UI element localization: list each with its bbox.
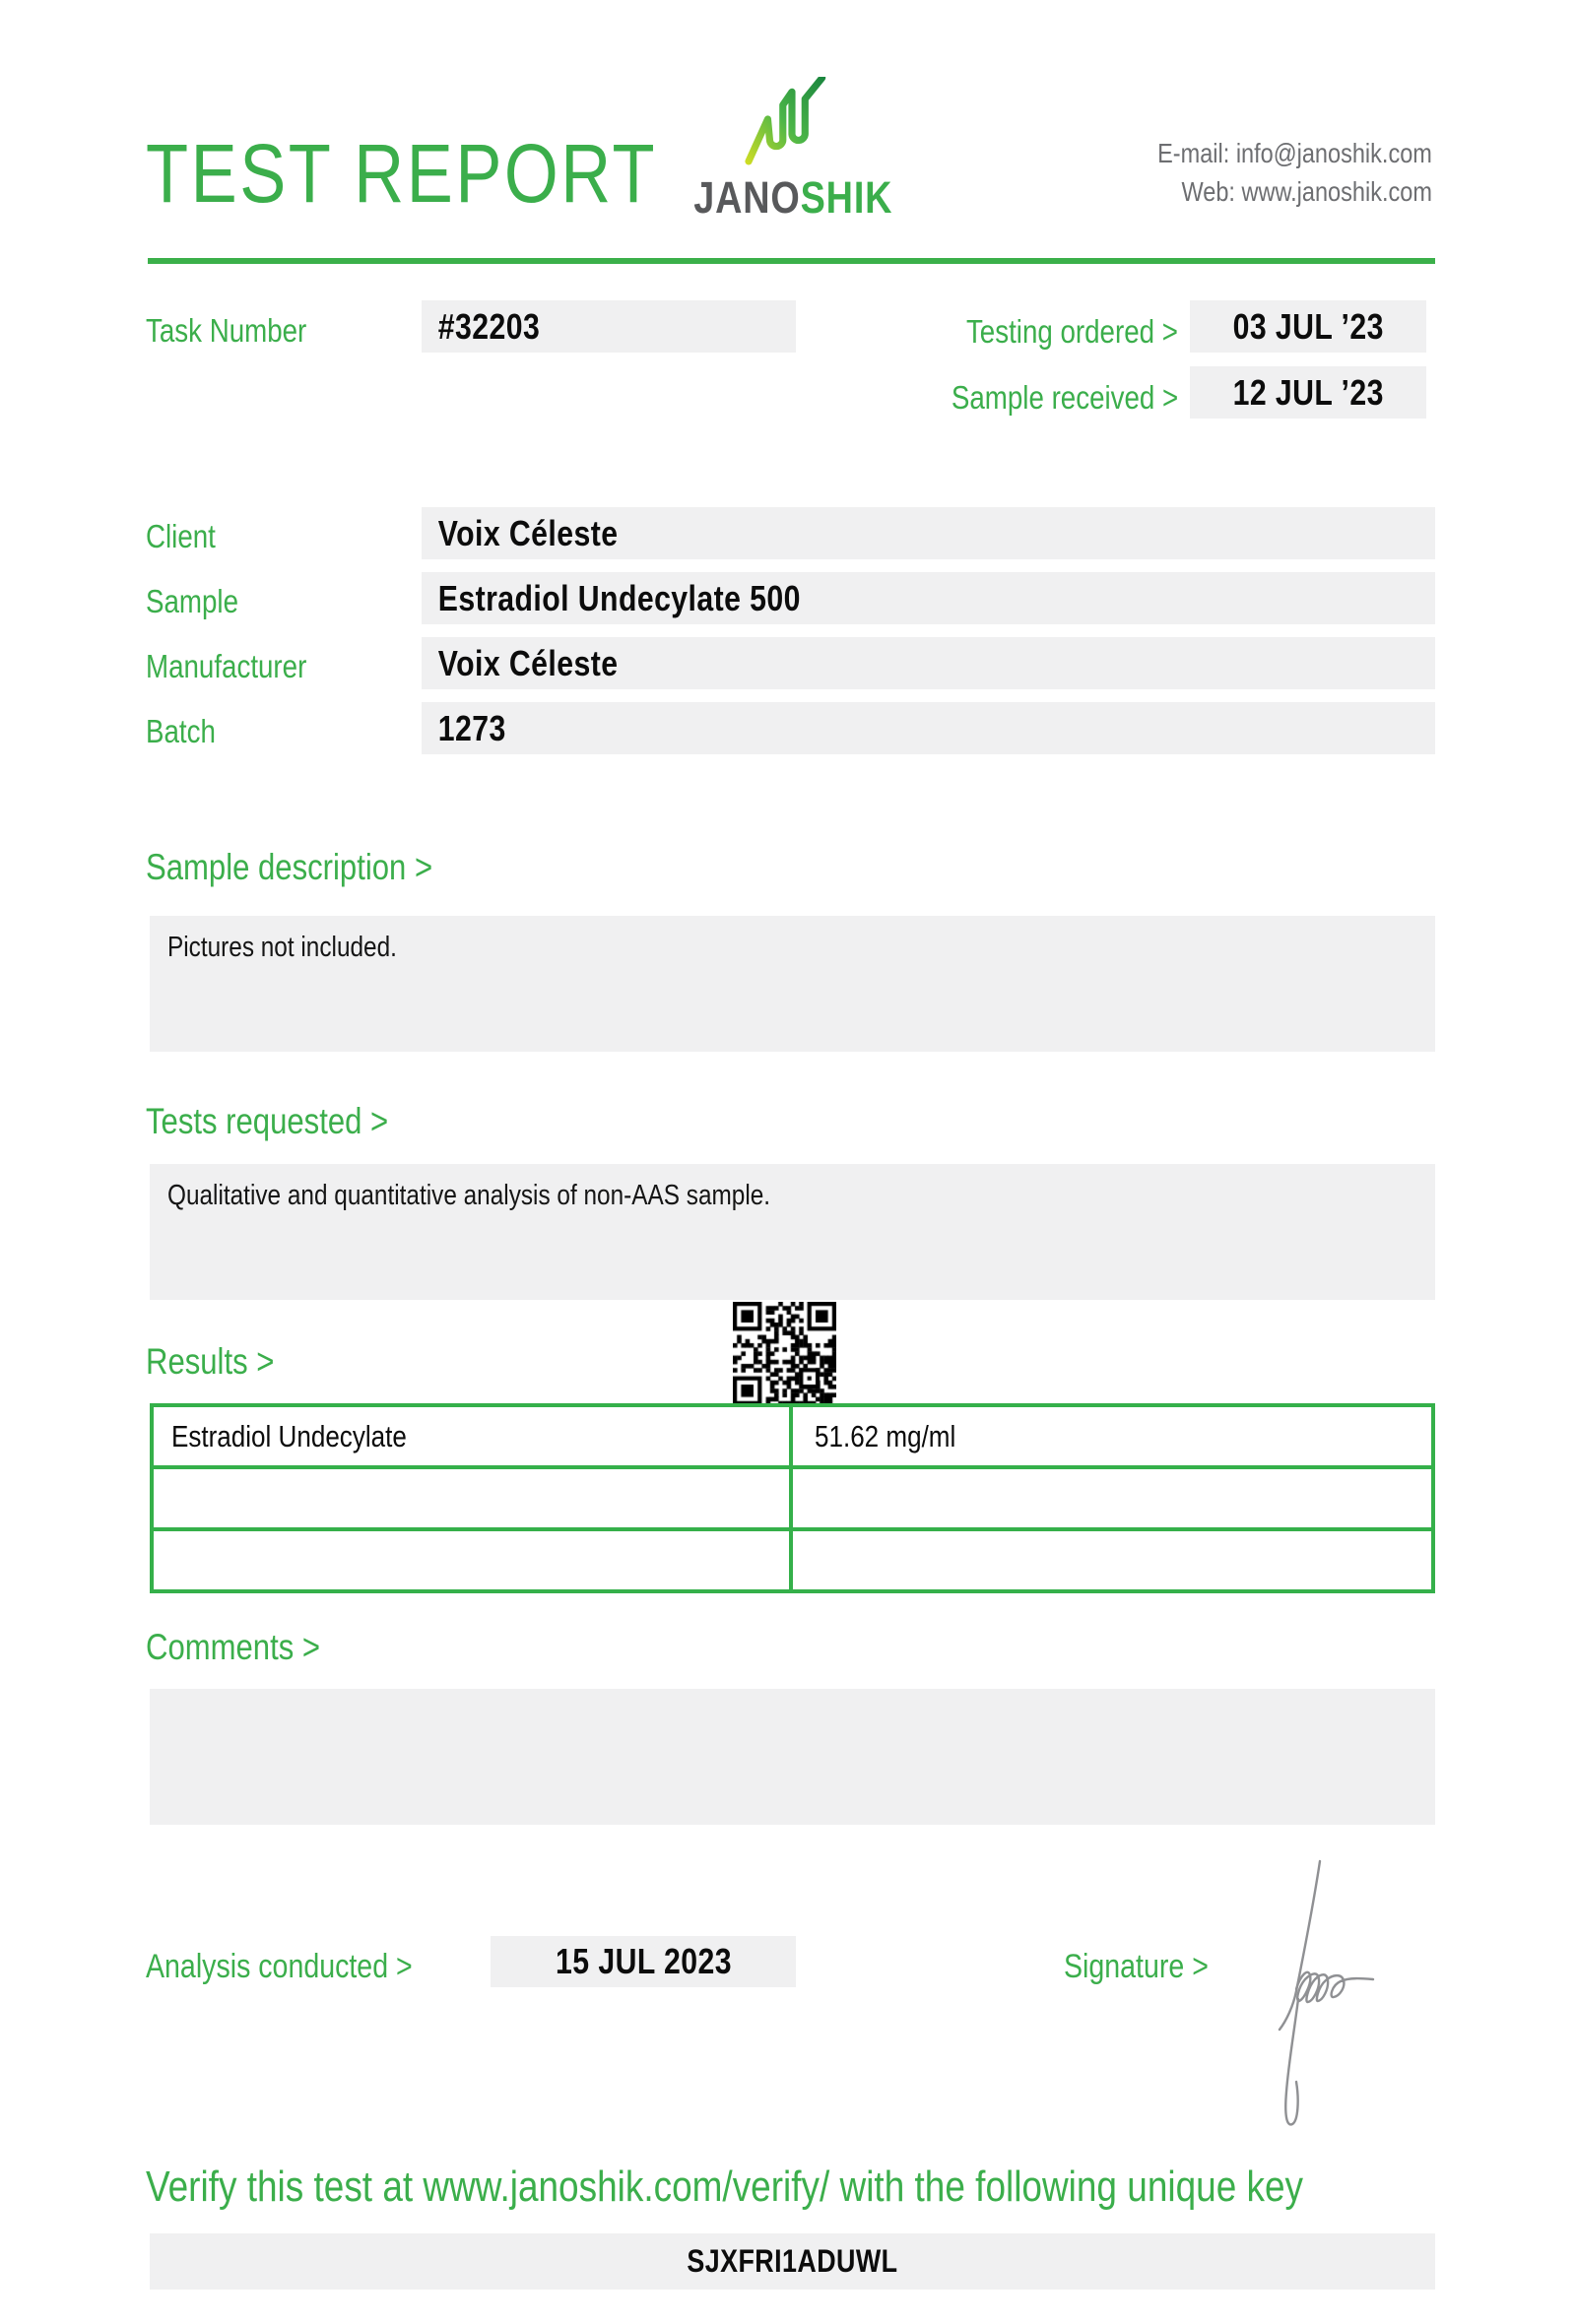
sample-received-value-box bbox=[1190, 366, 1426, 419]
verify-key: SJXFRI1ADUWL bbox=[687, 2243, 898, 2279]
client-value: Voix Céleste bbox=[437, 512, 619, 553]
analyte-cell: Estradiol Undecylate bbox=[154, 1407, 793, 1465]
contact-email: E-mail: info@janoshik.com bbox=[1157, 138, 1432, 168]
testing-ordered-value: 03 JUL ’23 bbox=[1232, 305, 1384, 347]
tests-requested-heading: Tests requested > bbox=[146, 1101, 389, 1141]
header-divider bbox=[148, 258, 1435, 264]
results-table bbox=[150, 1403, 1435, 1593]
sample-description-text: Pictures not included. bbox=[167, 932, 397, 963]
page-title-text: TEST REPORT bbox=[146, 127, 658, 220]
logo-text-jano: JANO bbox=[692, 172, 801, 223]
signature-label: Signature > bbox=[1064, 1948, 1209, 1985]
comments-box bbox=[150, 1689, 1435, 1825]
analyte-cell bbox=[154, 1469, 793, 1527]
testing-ordered-value-box bbox=[1190, 300, 1426, 353]
task-number-value: #32203 bbox=[437, 305, 541, 347]
comments-heading: Comments > bbox=[146, 1627, 321, 1667]
batch-value: 1273 bbox=[437, 707, 506, 748]
logo-text-shik: SHIK bbox=[800, 172, 893, 223]
client-value-box bbox=[422, 507, 1435, 559]
signature-image bbox=[1259, 1853, 1456, 2149]
sample-received-label: Sample received > bbox=[951, 379, 1178, 416]
client-label: Client bbox=[146, 518, 216, 554]
table-row bbox=[150, 1465, 1435, 1531]
analyte-cell bbox=[154, 1531, 793, 1589]
logo-wordmark bbox=[670, 172, 916, 224]
qr-code bbox=[733, 1302, 836, 1405]
sample-description-heading: Sample description > bbox=[146, 847, 433, 887]
comments-text bbox=[150, 1689, 1435, 1737]
results-heading: Results > bbox=[146, 1341, 275, 1382]
logo bbox=[670, 77, 916, 224]
task-number-value-box bbox=[422, 300, 796, 353]
sample-value-box bbox=[422, 572, 1435, 624]
task-number-label: Task Number bbox=[146, 312, 307, 349]
table-row bbox=[150, 1403, 1435, 1469]
sample-value: Estradiol Undecylate 500 bbox=[437, 577, 801, 618]
analysis-date-value: 15 JUL 2023 bbox=[555, 1941, 732, 1981]
sample-label: Sample bbox=[146, 583, 238, 619]
tests-requested-box bbox=[150, 1164, 1435, 1300]
result-cell: 51.62 mg/ml bbox=[814, 1418, 955, 1453]
batch-value-box bbox=[422, 702, 1435, 754]
testing-ordered-label: Testing ordered > bbox=[966, 313, 1178, 350]
tests-requested-text: Qualitative and quantitative analysis of non-AAS sample. bbox=[167, 1180, 771, 1211]
page-title bbox=[146, 126, 755, 222]
result-cell bbox=[793, 1469, 1432, 1527]
manufacturer-value-box bbox=[422, 637, 1435, 689]
analysis-conducted-label: Analysis conducted > bbox=[146, 1948, 413, 1985]
contact-block bbox=[1105, 134, 1432, 211]
contact-web: Web: www.janoshik.com bbox=[1181, 176, 1432, 207]
verify-instruction: Verify this test at www.janoshik.com/verify/ with the following unique key bbox=[146, 2163, 1304, 2211]
sample-received-value: 12 JUL ’23 bbox=[1232, 371, 1384, 413]
chart-line-icon bbox=[742, 77, 844, 165]
sample-description-box bbox=[150, 916, 1435, 1052]
verify-key-box bbox=[150, 2233, 1435, 2290]
batch-label: Batch bbox=[146, 713, 216, 749]
manufacturer-value: Voix Céleste bbox=[437, 642, 619, 683]
table-row bbox=[150, 1527, 1435, 1593]
result-cell bbox=[793, 1531, 1432, 1589]
manufacturer-label: Manufacturer bbox=[146, 648, 307, 684]
analysis-date-box bbox=[491, 1936, 796, 1987]
